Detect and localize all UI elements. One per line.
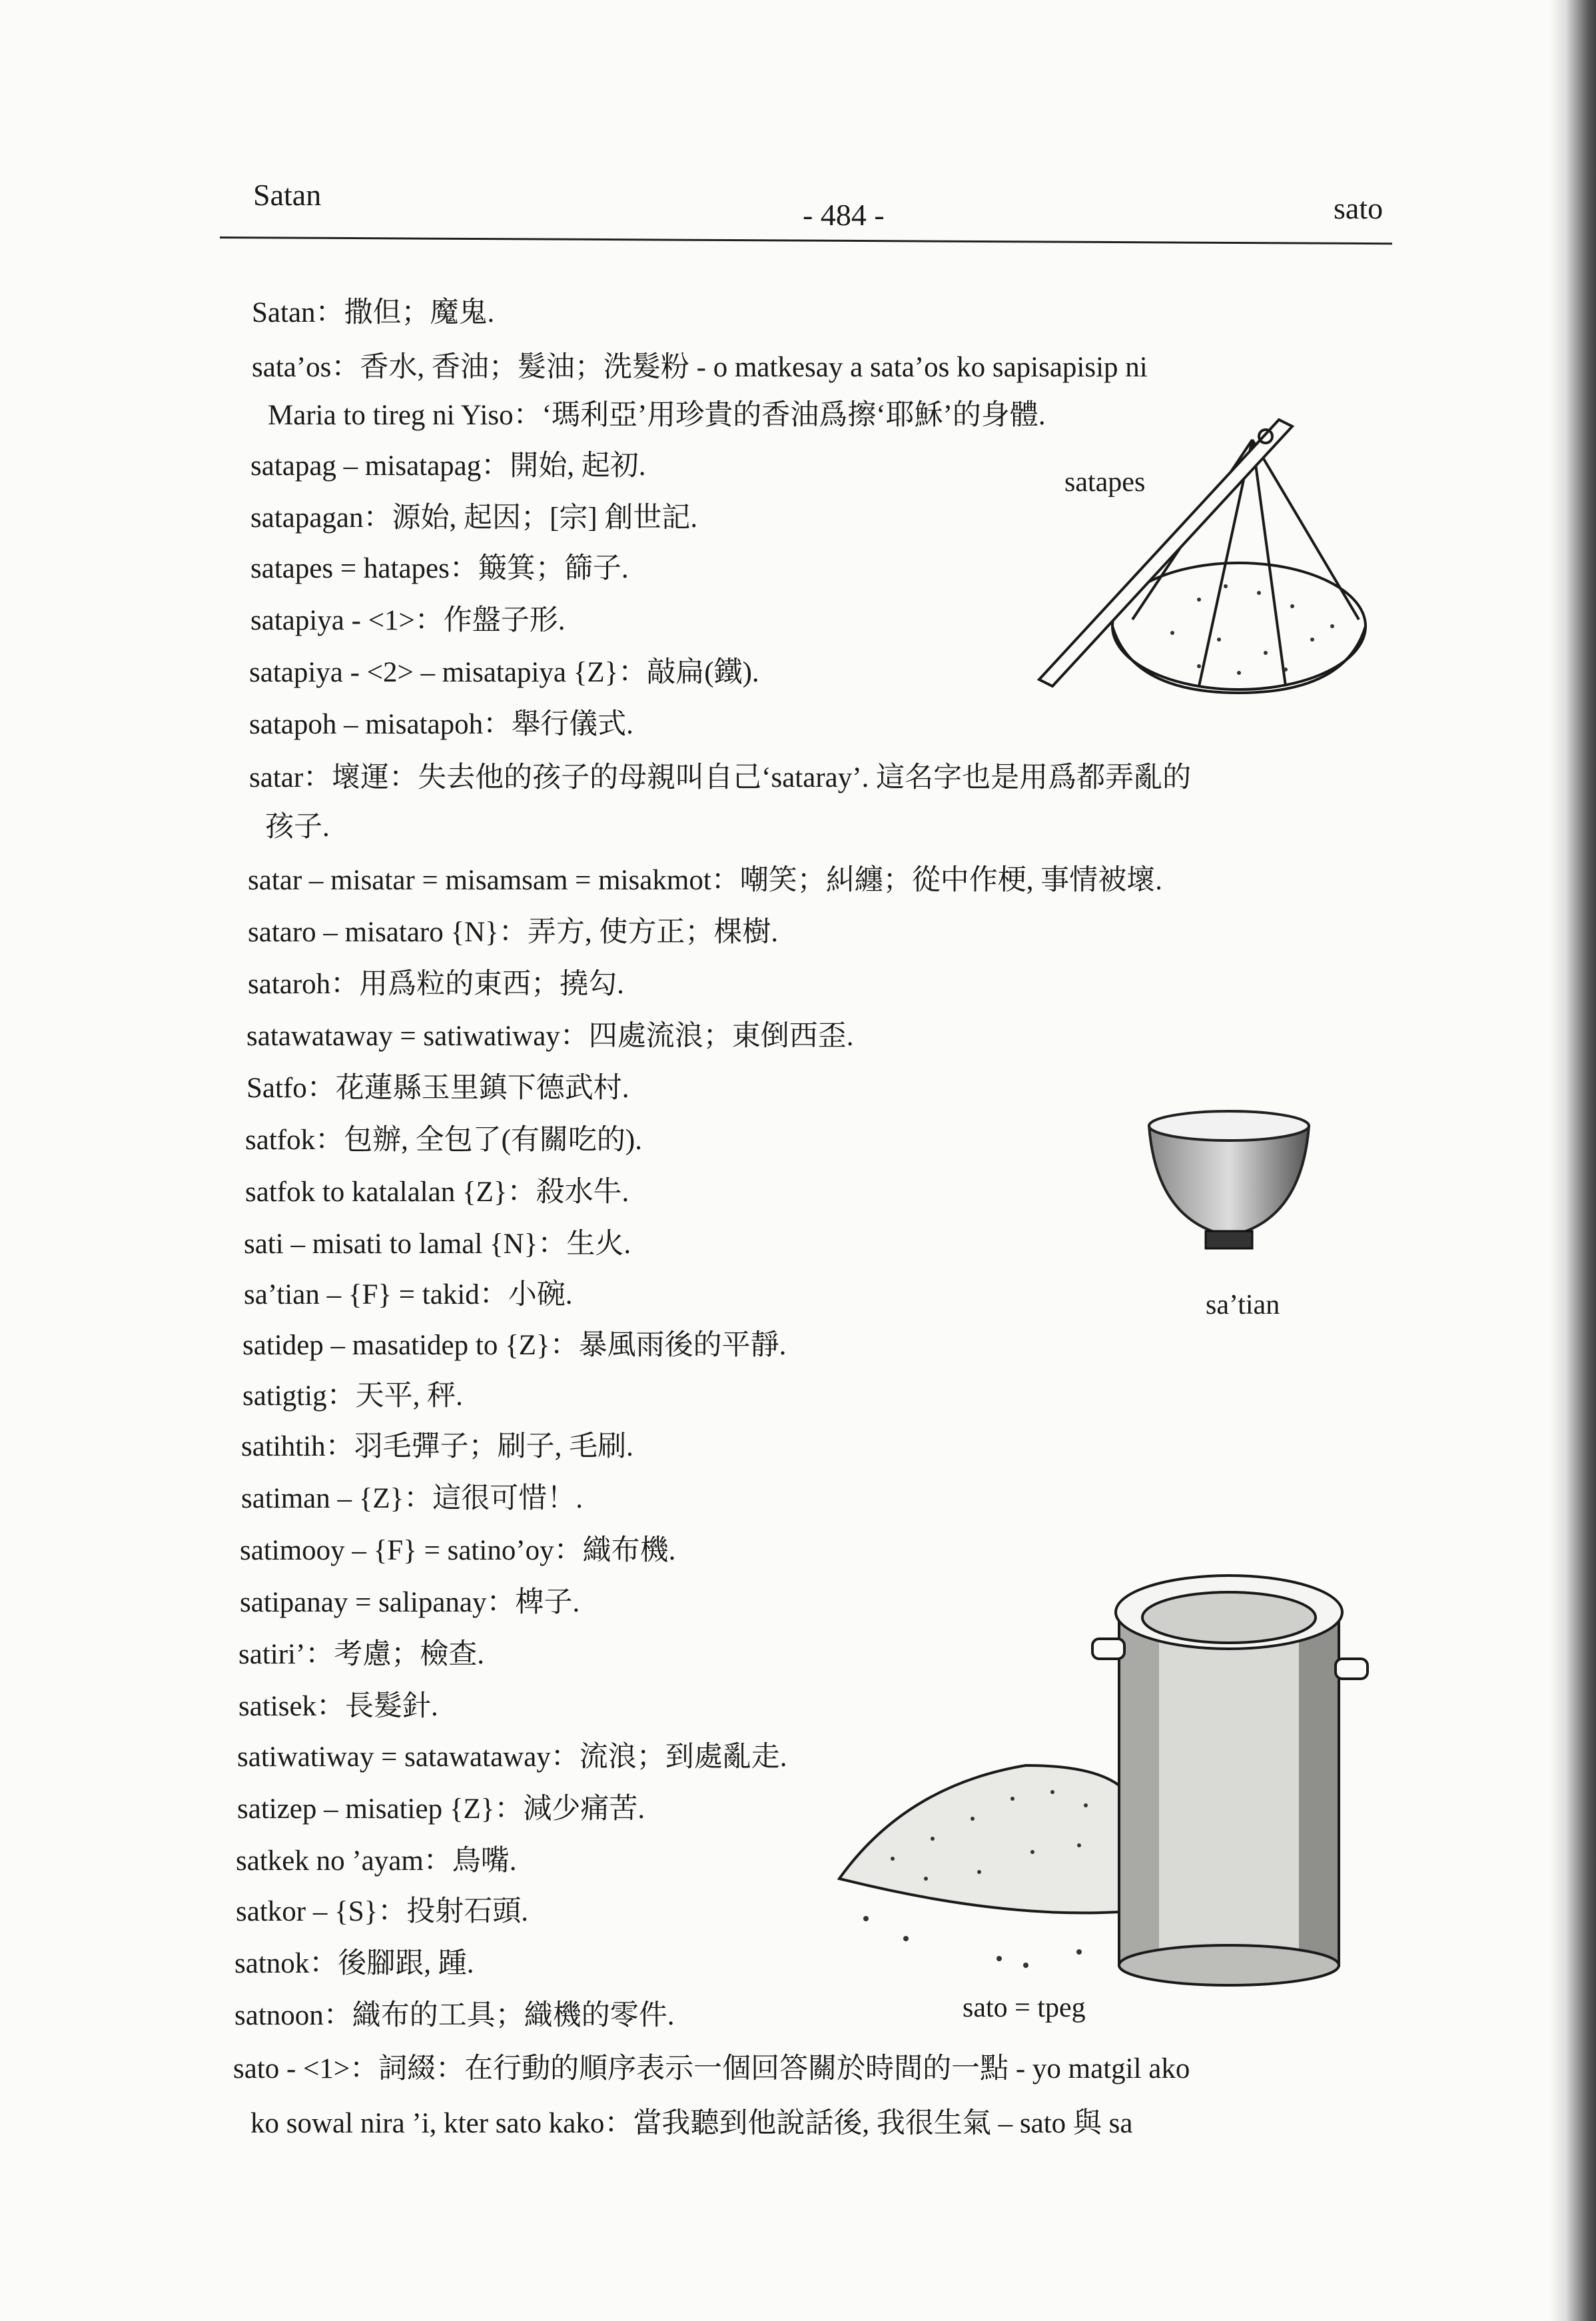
- entry: satapiya - <2> – misatapiya {Z}：敲扁(鐵).: [249, 657, 759, 688]
- small-bowl-illustration: [1142, 1106, 1316, 1266]
- figure-caption-sato: sato = tpeg: [963, 1993, 1086, 2023]
- page-number: - 484 -: [803, 198, 885, 232]
- entry: satapoh – misatapoh：舉行儀式.: [249, 709, 633, 740]
- entry-continuation: 孩子.: [265, 811, 330, 843]
- entry: sato - <1>：詞綴：在行動的順序表示一個回答關於時間的一點 - yo matgil ako: [233, 2053, 1190, 2085]
- entry: sataro – misataro {N}：弄方, 使方正；棵樹.: [248, 917, 779, 948]
- entry: satnok：後腳跟, 踵.: [234, 1948, 474, 1979]
- figure-caption-satapes: satapes: [1064, 467, 1146, 498]
- entry: satkor – {S}：投射石頭.: [236, 1896, 529, 1927]
- scan-edge-shadow: [1549, 0, 1596, 2321]
- entry: satfok to katalalan {Z}：殺水牛.: [245, 1176, 629, 1208]
- entry: satapagan：源始, 起因；[宗] 創世記.: [250, 502, 698, 534]
- entry: satipanay = salipanay：椑子.: [240, 1587, 580, 1618]
- entry-continuation: Maria to tireg ni Yiso：‘瑪利亞’用珍貴的香油爲擦‘耶穌’的身體.: [268, 400, 1046, 431]
- entry: satar：壞運：失去他的孩子的母親叫自己‘sataray’. 這名字也是用爲都弄亂的: [249, 762, 1192, 793]
- entry: satiri’：考慮；檢查.: [238, 1639, 485, 1670]
- header-right-guide-word: sato: [1334, 191, 1384, 225]
- entry: satimooy – {F} = satino’oy：織布機.: [240, 1535, 676, 1566]
- entry: satigtig：天平, 秤.: [242, 1380, 463, 1412]
- entry: satidep – masatidep to {Z}：暴風雨後的平靜.: [242, 1330, 787, 1361]
- entry: satiwatiway = satawataway：流浪；到處亂走.: [237, 1741, 787, 1773]
- entry: satapiya - <1>：作盤子形.: [250, 605, 566, 636]
- winnowing-basket-illustration: [999, 400, 1372, 719]
- entry: satisek：長髮針.: [238, 1691, 438, 1722]
- entry: sata’os：香水, 香油；髮油；洗髮粉 - o matkesay a sata’os ko sapisapisip ni: [252, 352, 1148, 383]
- entry: satapag – misatapag：開始, 起初.: [250, 450, 646, 482]
- entry: Satan：撒但；魔鬼.: [252, 297, 495, 328]
- entry: satfok：包辦, 全包了(有關吃的).: [245, 1125, 642, 1156]
- figure-caption-satian: sa’tian: [1206, 1290, 1280, 1320]
- entry: sataroh：用爲粒的東西；撓勾.: [248, 969, 624, 1000]
- cooking-pot-illustration: [826, 1566, 1392, 1999]
- entry: satkek no ’ayam：鳥嘴.: [236, 1845, 517, 1877]
- entry: Satfo：花蓮縣玉里鎮下德武村.: [246, 1073, 629, 1104]
- entry-continuation: ko sowal nira ’i, kter sato kako：當我聽到他說話後, 我很生氣 – sato 與 sa: [250, 2108, 1133, 2139]
- header-left-guide-word: Satan: [253, 178, 322, 212]
- entry: satihtih：羽毛彈子；刷子, 毛刷.: [241, 1431, 633, 1462]
- entry: satapes = hatapes：簸箕；篩子.: [250, 553, 629, 584]
- entry: satiman – {Z}：這很可惜！.: [241, 1483, 584, 1514]
- entry: satar – misatar = misamsam = misakmot：嘲笑；糾纏；從中作梗, 事情被壞.: [248, 865, 1163, 896]
- entry: sa’tian – {F} = takid：小碗.: [244, 1279, 573, 1310]
- header-rule: [220, 236, 1392, 244]
- entry: satawataway = satiwatiway：四處流浪；東倒西歪.: [246, 1021, 854, 1052]
- entry: satizep – misatiep {Z}：減少痛苦.: [237, 1793, 645, 1825]
- entry: sati – misati to lamal {N}：生火.: [244, 1228, 631, 1260]
- entry: satnoon：織布的工具；織機的零件.: [234, 2000, 675, 2031]
